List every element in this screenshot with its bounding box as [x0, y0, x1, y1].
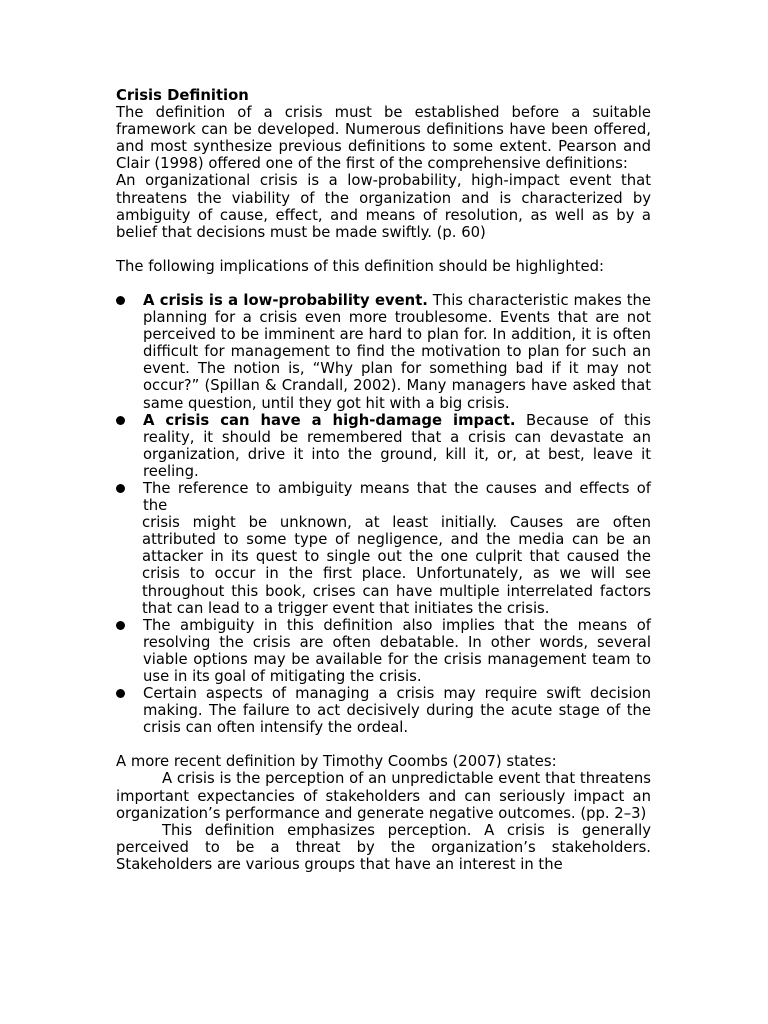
- bullet-text: Certain aspects of managing a crisis may require swift decision making. The failure to act decisively during the acute stage of the crisis can often intensify the ordeal.: [143, 685, 651, 737]
- bullet-heading: A crisis is a low-probability event.: [143, 291, 428, 309]
- bullet-icon: [116, 416, 125, 425]
- section-title: Crisis Definition: [116, 87, 249, 104]
- bullet-text: The reference to ambiguity means that the causes and effects of the: [143, 479, 651, 515]
- list-item: [116, 685, 651, 736]
- bullet-text: This characteristic makes the planning for a crisis even more troublesome. Events that are not perceived to be imminent are hard to plan for. In addition, it is often difficult for management to find the motivation to plan for such an event. The notion is, “Why plan for something bad if it may not occur?” (Spillan & Crandall, 2002). Many managers have asked that same question, until they got hit with a big crisis.: [143, 291, 651, 412]
- bullet-icon: [116, 621, 125, 630]
- document-page: [116, 87, 651, 873]
- bullet-text: The ambiguity in this definition also implies that the means of resolving the crisis are often debatable. In other words, several viable options may be available for the crisis management team to use in its goal of mitigating the crisis.: [143, 616, 651, 685]
- list-item: [116, 292, 651, 412]
- list-item: [116, 617, 651, 685]
- bullet-icon: [116, 689, 125, 698]
- coombs-quote: A crisis is the perception of an unpredictable event that threatens important expectancies of stakeholders and can seriously impact an organization’s performance and generate negative outcomes. (pp. 2–3): [116, 770, 651, 822]
- coombs-intro: A more recent definition by Timothy Coombs (2007) states:: [116, 753, 557, 771]
- bullet-icon: [116, 484, 125, 493]
- bullet-heading: A crisis can have a high-damage impact.: [143, 411, 516, 429]
- pearson-clair-quote: An organizational crisis is a low-probability, high-impact event that threatens the viability of the organization and is characterized by ambiguity of cause, effect, and means of resolution, as well as by a belief that decisions must be made swiftly. (p. 60): [116, 172, 651, 241]
- implications-intro: The following implications of this definition should be highlighted:: [116, 257, 605, 275]
- bullet-icon: [116, 296, 125, 305]
- intro-paragraph: The definition of a crisis must be established before a suitable framework can be developed. Numerous definitions have been offered, and most synthesize previous definitions to some extent. Pearson and Clair (1998) offered one of the first of the comprehensive definitions:: [116, 104, 651, 173]
- closing-paragraph: This definition emphasizes perception. A crisis is generally perceived to be a threat by the organization’s stakeholders. Stakeholders are various groups that have an interest in the: [116, 821, 651, 873]
- list-item: [116, 480, 651, 617]
- implications-list: [116, 292, 651, 736]
- bullet-text: Because of this reality, it should be remembered that a crisis can devastate an organization, drive it into the ground, kill it, or, at best, leave it reeling.: [143, 411, 651, 480]
- list-item: [116, 412, 651, 480]
- bullet-continuation: crisis might be unknown, at least initially. Causes are often attributed to some type of negligence, and the media can be an attacker in its quest to single out the one culprit that caused the crisis to occur in the first place. Unfortunately, as we will see throughout this book, crises can have multiple interrelated factors that can lead to a trigger event that initiates the crisis.: [142, 514, 651, 617]
